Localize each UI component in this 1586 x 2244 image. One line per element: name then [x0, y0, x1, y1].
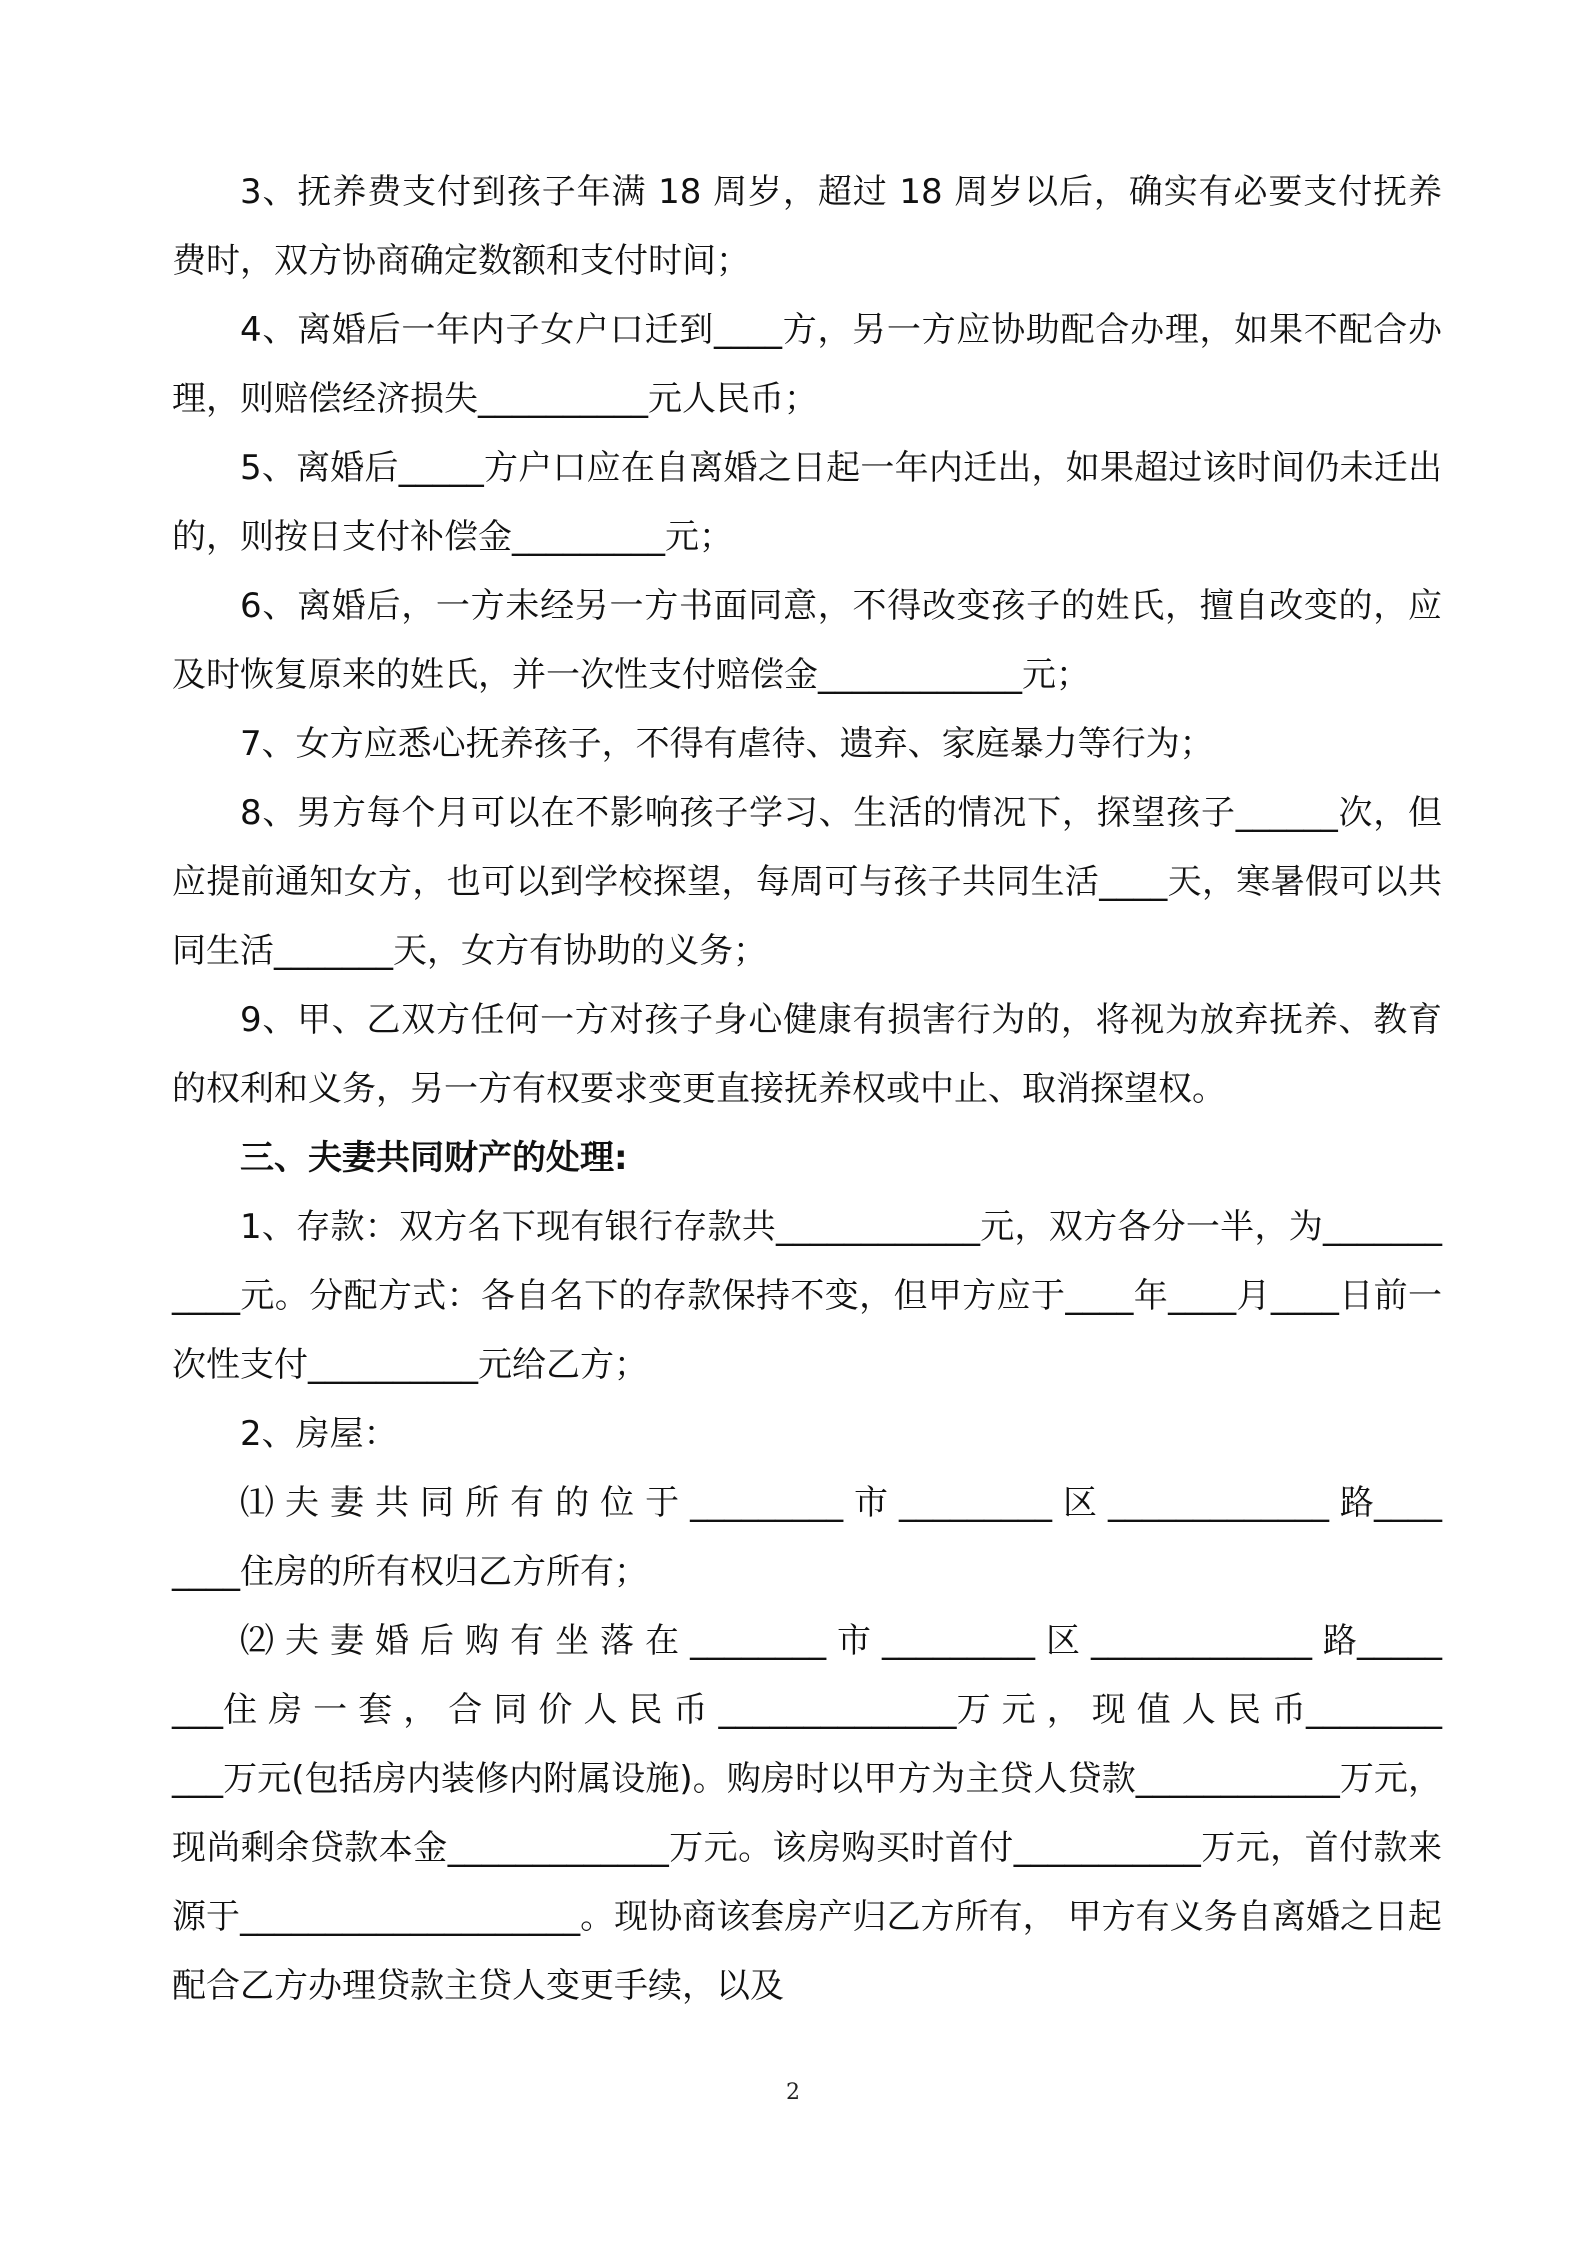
clause-4-household-registration: 4、离婚后一年内子女户口迁到____方，另一方应协助配合办理，如果不配合办理，则赔偿经济损失__________元人民币；	[172, 310, 1442, 419]
page-number: 2	[786, 2080, 800, 2105]
clause-housing-heading: 2、房屋：	[240, 1414, 398, 1454]
clause-9-harm: 9、甲、乙双方任何一方对孩子身心健康有损害行为的，将视为放弃抚养、教育的权利和义务，另一方有权要求变更直接抚养权或中止、取消探望权。	[172, 1000, 1442, 1109]
clause-housing-item-2: ⑵ 夫 妻 婚 后 购 有 坐 落 在 ________ 市 _________ 区 _____________ 路________住 房 一 套 ， 合 同 价 人 民 币 ______________万 元 ， 现 值 人 民 币___________万元(包括房内装修内附属设施)。购房时以甲方为主贷人贷款____________万元，现尚剩余贷款本金_____________万元。该房购买时首付___________万元，首付款来源于____________________。现协商该套房产归乙方所有， 甲方有义务自离婚之日起配合乙方办理贷款主贷人变更手续，以及	[172, 1621, 1442, 2006]
clause-savings: 1、存款：双方名下现有银行存款共____________元，双方各分一半，为___________元。分配方式：各自名下的存款保持不变，但甲方应于____年____月____日前一次性支付__________元给乙方；	[172, 1207, 1442, 1385]
section-heading-property: 三、夫妻共同财产的处理:	[240, 1138, 628, 1178]
clause-7-care: 7、女方应悉心抚养孩子，不得有虐待、遗弃、家庭暴力等行为；	[240, 724, 1214, 764]
clause-8-visitation: 8、男方每个月可以在不影响孩子学习、生活的情况下，探望孩子______次，但应提前通知女方，也可以到学校探望，每周可与孩子共同生活____天，寒暑假可以共同生活_______天，女方有协助的义务；	[172, 793, 1442, 971]
clause-housing-item-1: ⑴ 夫 妻 共 同 所 有 的 位 于 _________ 市 _________ 区 _____________ 路________住房的所有权归乙方所有；	[172, 1483, 1442, 1592]
clause-3-child-support-duration: 3、抚养费支付到孩子年满 18 周岁，超过 18 周岁以后，确实有必要支付抚养费时，双方协商确定数额和支付时间；	[172, 172, 1442, 281]
clause-6-surname: 6、离婚后，一方未经另一方书面同意，不得改变孩子的姓氏，擅自改变的，应及时恢复原来的姓氏，并一次性支付赔偿金____________元；	[172, 586, 1442, 695]
clause-5-move-out: 5、离婚后_____方户口应在自离婚之日起一年内迁出，如果超过该时间仍未迁出的，则按日支付补偿金_________元；	[172, 448, 1442, 557]
document-body	[172, 158, 1442, 2021]
